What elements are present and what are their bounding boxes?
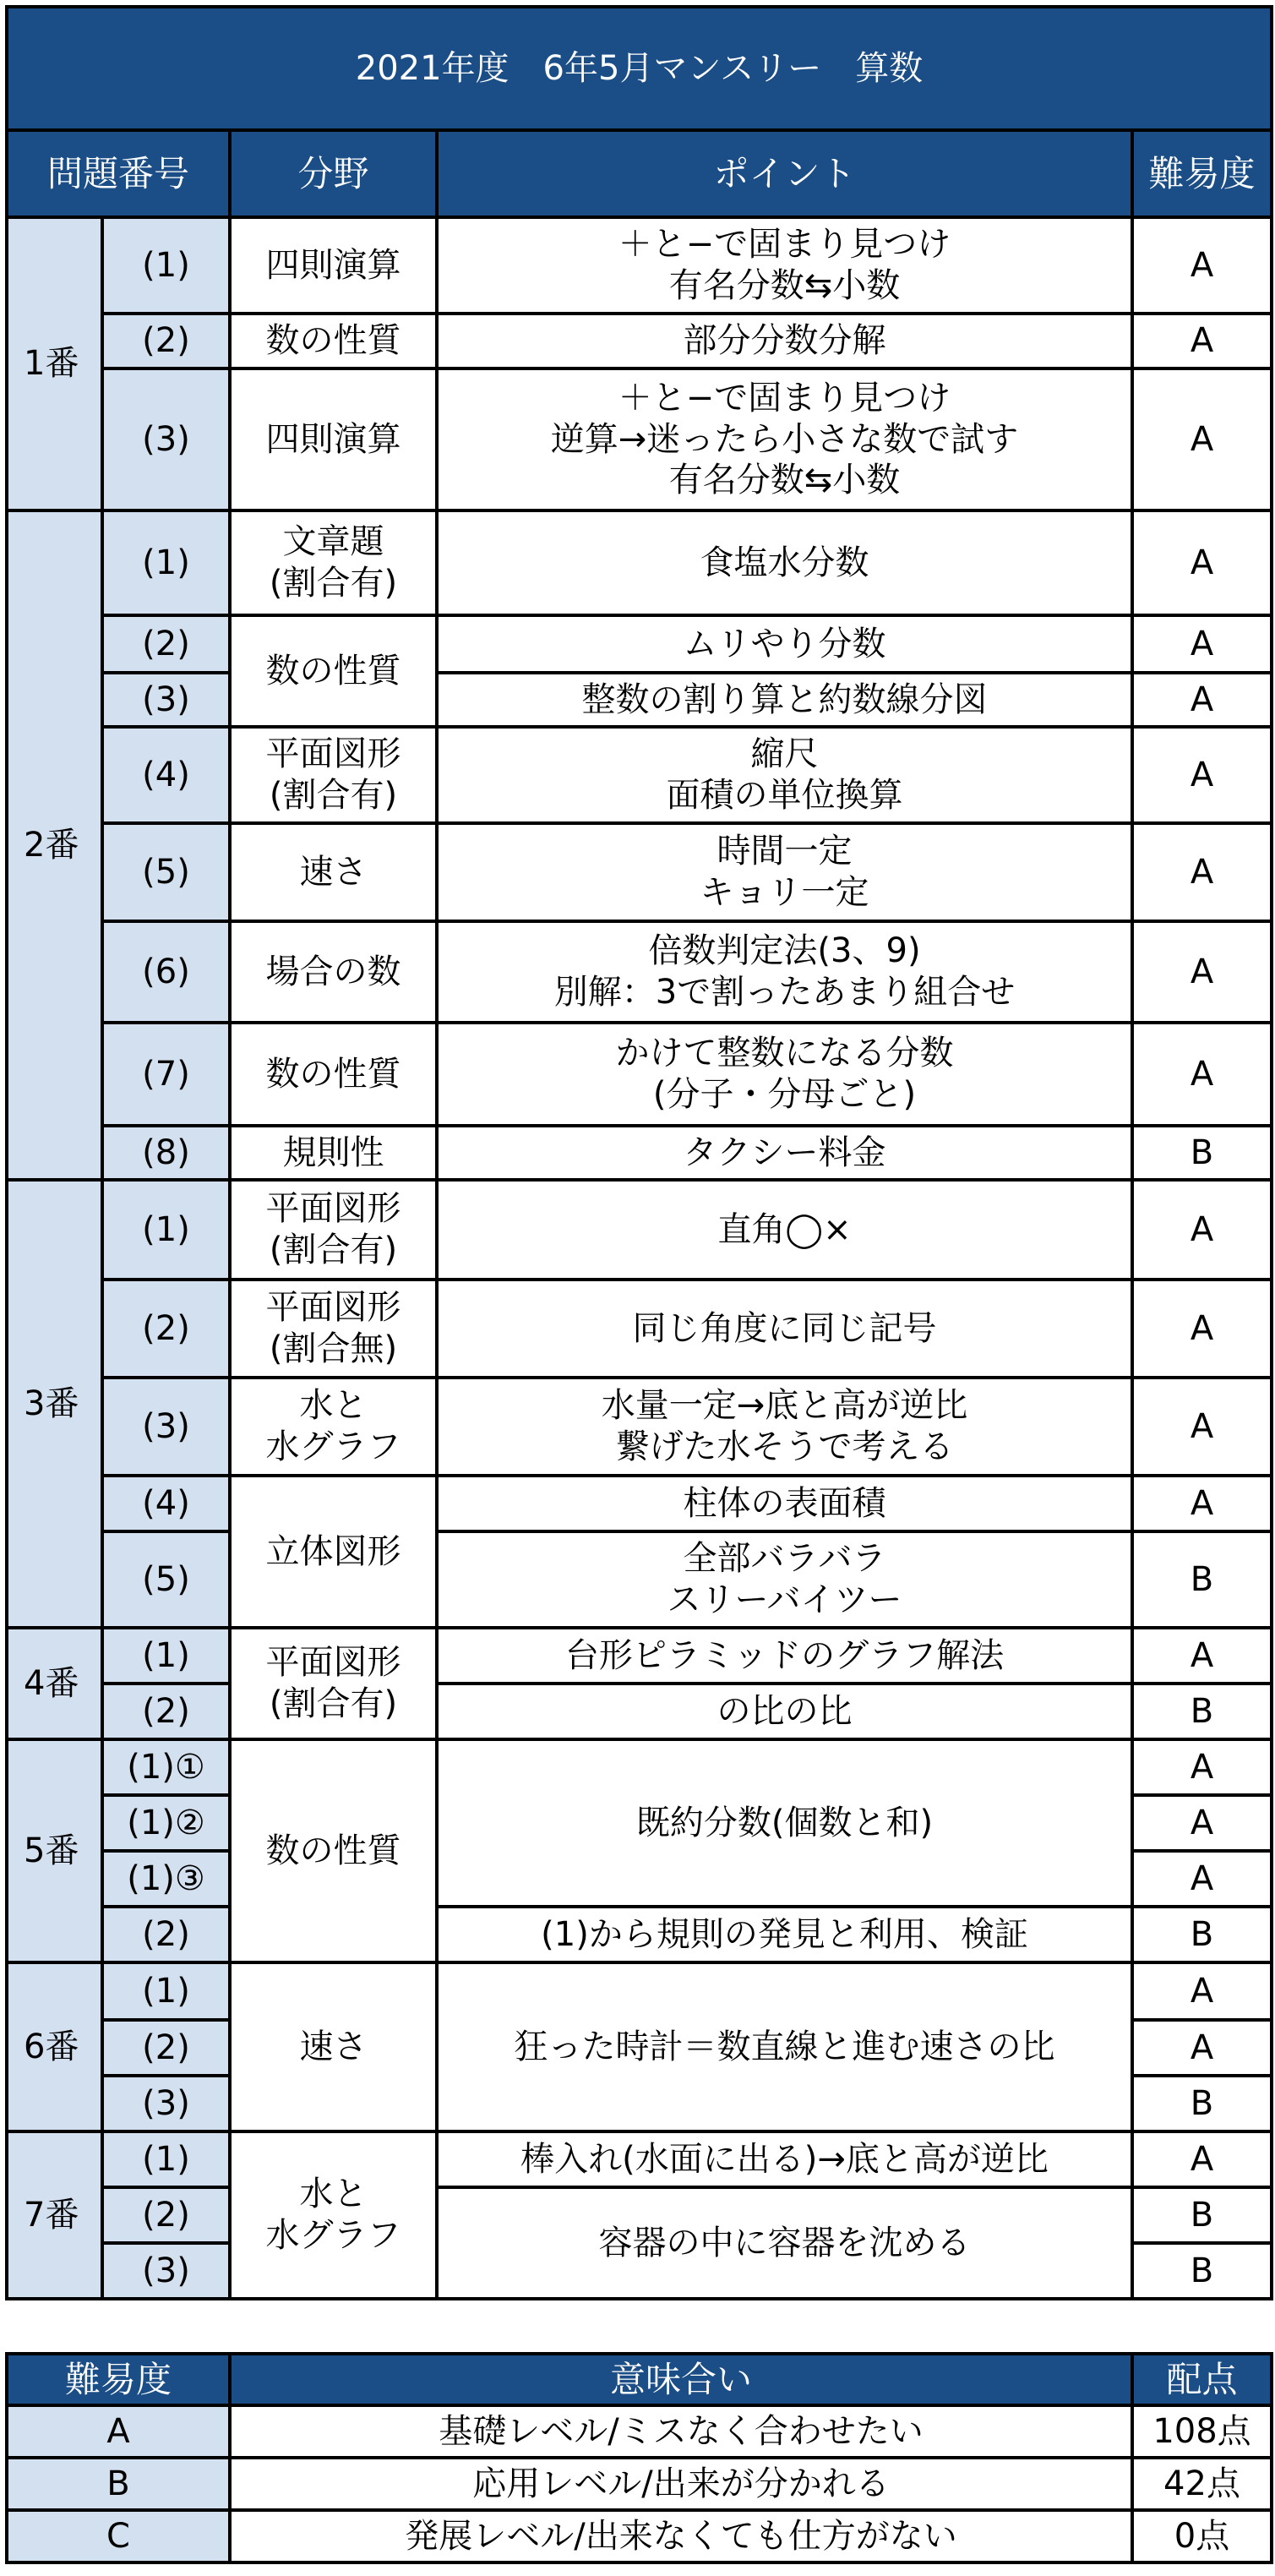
field-cell: 文章題 (割合有) <box>230 510 437 615</box>
mock-exam-table <box>5 5 1273 2300</box>
difficulty-cell: A <box>1132 2020 1272 2076</box>
difficulty-cell: B <box>1132 1684 1272 1739</box>
legend-header-level: 難易度 <box>7 2354 230 2405</box>
sub-question: (2) <box>102 1280 230 1378</box>
question-group-3: 3番 <box>7 1180 102 1628</box>
sub-question: (5) <box>102 823 230 921</box>
sub-question: (7) <box>102 1023 230 1126</box>
legend-level: C <box>7 2510 230 2562</box>
difficulty-legend-table <box>5 2352 1273 2564</box>
point-cell: 全部バラバラ スリーバイツー <box>437 1531 1132 1628</box>
point-cell: 同じ角度に同じ記号 <box>437 1280 1132 1378</box>
sub-question: (4) <box>102 727 230 823</box>
question-group-6: 6番 <box>7 1962 102 2131</box>
difficulty-cell: A <box>1132 1180 1272 1280</box>
sub-question: (6) <box>102 921 230 1023</box>
field-cell: 数の性質 <box>230 615 437 727</box>
legend-meaning: 発展レベル/出来なくても仕方がない <box>230 2510 1132 2562</box>
sub-question: (2) <box>102 615 230 673</box>
field-cell: 立体図形 <box>230 1476 437 1628</box>
difficulty-cell: B <box>1132 2076 1272 2131</box>
question-group-4: 4番 <box>7 1628 102 1739</box>
legend-meaning: 応用レベル/出来が分かれる <box>230 2458 1132 2510</box>
field-cell: 数の性質 <box>230 1739 437 1962</box>
sub-question: (2) <box>102 2187 230 2243</box>
field-cell: 平面図形 (割合無) <box>230 1280 437 1378</box>
point-cell: 柱体の表面積 <box>437 1476 1132 1531</box>
difficulty-cell: A <box>1132 615 1272 673</box>
difficulty-cell: A <box>1132 510 1272 615</box>
difficulty-cell: A <box>1132 727 1272 823</box>
header-field: 分野 <box>230 130 437 217</box>
difficulty-cell: A <box>1132 1280 1272 1378</box>
sub-question: (3) <box>102 2243 230 2299</box>
difficulty-cell: A <box>1132 1851 1272 1907</box>
field-cell: 水と 水グラフ <box>230 1378 437 1476</box>
point-cell: ＋と−で固まり見つけ 逆算→迷ったら小さな数で試す 有名分数⇆小数 <box>437 368 1132 510</box>
point-cell: 倍数判定法(3、9) 別解：3で割ったあまり組合せ <box>437 921 1132 1023</box>
sub-question: (3) <box>102 1378 230 1476</box>
difficulty-cell: A <box>1132 1739 1272 1795</box>
legend-header-score: 配点 <box>1132 2354 1272 2405</box>
difficulty-cell: A <box>1132 217 1272 314</box>
point-cell: 棒入れ(水面に出る)→底と高が逆比 <box>437 2131 1132 2187</box>
difficulty-cell: B <box>1132 2243 1272 2299</box>
point-cell: 直角◯× <box>437 1180 1132 1280</box>
difficulty-cell: A <box>1132 1795 1272 1851</box>
sub-question: (1) <box>102 1962 230 2020</box>
point-cell: 縮尺 面積の単位換算 <box>437 727 1132 823</box>
sub-question: (2) <box>102 2020 230 2076</box>
point-cell: かけて整数になる分数 (分子・分母ごと) <box>437 1023 1132 1126</box>
field-cell: 平面図形 (割合有) <box>230 727 437 823</box>
point-cell: (1)から規則の発見と利用、検証 <box>437 1907 1132 1962</box>
point-cell: 整数の割り算と約数線分図 <box>437 673 1132 727</box>
sub-question: (4) <box>102 1476 230 1531</box>
point-cell: 容器の中に容器を沈める <box>437 2187 1132 2299</box>
field-cell: 数の性質 <box>230 314 437 368</box>
sub-question: (3) <box>102 2076 230 2131</box>
difficulty-cell: A <box>1132 1962 1272 2020</box>
difficulty-cell: A <box>1132 1023 1272 1126</box>
difficulty-cell: B <box>1132 2187 1272 2243</box>
sub-question: (2) <box>102 1907 230 1962</box>
point-cell: 時間一定 キョリ一定 <box>437 823 1132 921</box>
sub-question: (5) <box>102 1531 230 1628</box>
sub-question: (1) <box>102 1628 230 1684</box>
question-group-1: 1番 <box>7 217 102 510</box>
sub-question: (3) <box>102 673 230 727</box>
field-cell: 四則演算 <box>230 217 437 314</box>
header-difficulty: 難易度 <box>1132 130 1272 217</box>
point-cell: の比の比 <box>437 1684 1132 1739</box>
field-cell: 規則性 <box>230 1126 437 1180</box>
difficulty-cell: A <box>1132 314 1272 368</box>
point-cell: ＋と−で固まり見つけ 有名分数⇆小数 <box>437 217 1132 314</box>
sub-question: (2) <box>102 1684 230 1739</box>
difficulty-cell: A <box>1132 1628 1272 1684</box>
difficulty-cell: A <box>1132 921 1272 1023</box>
point-cell: 台形ピラミッドのグラフ解法 <box>437 1628 1132 1684</box>
point-cell: 部分分数分解 <box>437 314 1132 368</box>
legend-header-meaning: 意味合い <box>230 2354 1132 2405</box>
point-cell: ムリやり分数 <box>437 615 1132 673</box>
legend-level: B <box>7 2458 230 2510</box>
sub-question: (1) <box>102 510 230 615</box>
question-group-5: 5番 <box>7 1739 102 1962</box>
sub-question: (1) <box>102 1180 230 1280</box>
difficulty-cell: A <box>1132 673 1272 727</box>
difficulty-cell: A <box>1132 823 1272 921</box>
difficulty-cell: A <box>1132 2131 1272 2187</box>
sub-question: (2) <box>102 314 230 368</box>
sub-question: (1) <box>102 217 230 314</box>
point-cell: 食塩水分数 <box>437 510 1132 615</box>
field-cell: 速さ <box>230 1962 437 2131</box>
header-point: ポイント <box>437 130 1132 217</box>
difficulty-cell: A <box>1132 1476 1272 1531</box>
point-cell: 狂った時計＝数直線と進む速さの比 <box>437 1962 1132 2131</box>
point-cell: 既約分数(個数と和) <box>437 1739 1132 1907</box>
point-cell: タクシー料金 <box>437 1126 1132 1180</box>
difficulty-cell: B <box>1132 1907 1272 1962</box>
sub-question: (1)③ <box>102 1851 230 1907</box>
table-title: 2021年度 6年5月マンスリー 算数 <box>7 7 1272 130</box>
field-cell: 速さ <box>230 823 437 921</box>
field-cell: 数の性質 <box>230 1023 437 1126</box>
header-question-number: 問題番号 <box>7 130 230 217</box>
field-cell: 水と 水グラフ <box>230 2131 437 2299</box>
point-cell: 水量一定→底と高が逆比 繋げた水そうで考える <box>437 1378 1132 1476</box>
sub-question: (1)① <box>102 1739 230 1795</box>
sub-question: (1)② <box>102 1795 230 1851</box>
difficulty-cell: A <box>1132 1378 1272 1476</box>
difficulty-cell: B <box>1132 1531 1272 1628</box>
question-group-7: 7番 <box>7 2131 102 2299</box>
field-cell: 平面図形 (割合有) <box>230 1628 437 1739</box>
legend-meaning: 基礎レベル/ミスなく合わせたい <box>230 2405 1132 2458</box>
difficulty-cell: A <box>1132 368 1272 510</box>
question-group-2: 2番 <box>7 510 102 1180</box>
field-cell: 四則演算 <box>230 368 437 510</box>
legend-score: 0点 <box>1132 2510 1272 2562</box>
field-cell: 平面図形 (割合有) <box>230 1180 437 1280</box>
sub-question: (3) <box>102 368 230 510</box>
legend-level: A <box>7 2405 230 2458</box>
sub-question: (8) <box>102 1126 230 1180</box>
legend-score: 108点 <box>1132 2405 1272 2458</box>
field-cell: 場合の数 <box>230 921 437 1023</box>
sub-question: (1) <box>102 2131 230 2187</box>
difficulty-cell: B <box>1132 1126 1272 1180</box>
legend-score: 42点 <box>1132 2458 1272 2510</box>
